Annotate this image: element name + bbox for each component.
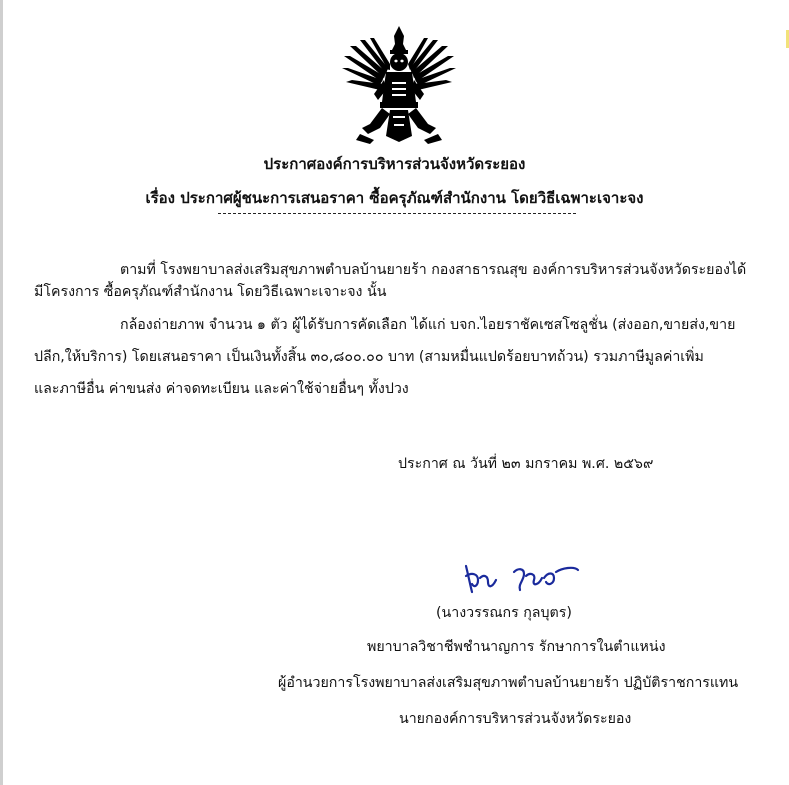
- dashed-divider: [218, 213, 576, 214]
- page-left-edge: [0, 0, 3, 785]
- paragraph2-line3: และภาษีอื่น ค่าขนส่ง ค่าจดทะเบียน และค่าใช้จ่ายอื่นๆ ทั้งปวง: [34, 381, 409, 397]
- signatory-name: (นางวรรณกร กุลบุตร): [436, 605, 572, 621]
- signature-image: [462, 560, 582, 596]
- signatory-position-1: พยาบาลวิชาชีพชำนาญการ รักษาการในตำแหน่ง: [367, 639, 666, 655]
- announcement-subject: เรื่อง ประกาศผู้ชนะการเสนอราคา ซื้อครุภัณฑ์สำนักงาน โดยวิธีเฉพาะเจาะจง: [145, 189, 644, 207]
- paragraph1-line2: มีโครงการ ซื้อครุภัณฑ์สำนักงาน โดยวิธีเฉพาะเจาะจง นั้น: [34, 284, 387, 300]
- signatory-position-3: นายกองค์การบริหารส่วนจังหวัดระยอง: [399, 711, 632, 727]
- announcement-title: ประกาศองค์การบริหารส่วนจังหวัดระยอง: [263, 155, 526, 173]
- garuda-emblem-icon: [340, 24, 458, 144]
- paragraph1-line1: ตามที่ โรงพยาบาลส่งเสริมสุขภาพตำบลบ้านยายร้า กองสาธารณสุข องค์การบริหารส่วนจังหวัดระยองได้: [120, 262, 747, 278]
- paragraph2-line2: ปลีก,ให้บริการ) โดยเสนอราคา เป็นเงินทั้งสิ้น ๓๐,๘๐๐.๐๐ บาท (สามหมื่นแปดร้อยบาทถ้วน) รวมภาษีมูลค่าเพิ่ม: [34, 349, 704, 365]
- announcement-date: ประกาศ ณ วันที่ ๒๓ มกราคม พ.ศ. ๒๕๖๙: [398, 456, 654, 472]
- paragraph2-line1: กล้องถ่ายภาพ จำนวน ๑ ตัว ผู้ได้รับการคัดเลือก ได้แก่ บจก.ไอยราชัคเซสโซลูชั่น (ส่งออก,ขายส่ง,ขาย: [120, 317, 736, 333]
- signatory-position-2: ผู้อำนวยการโรงพยาบาลส่งเสริมสุขภาพตำบลบ้านยายร้า ปฏิบัติราชการแทน: [278, 675, 739, 691]
